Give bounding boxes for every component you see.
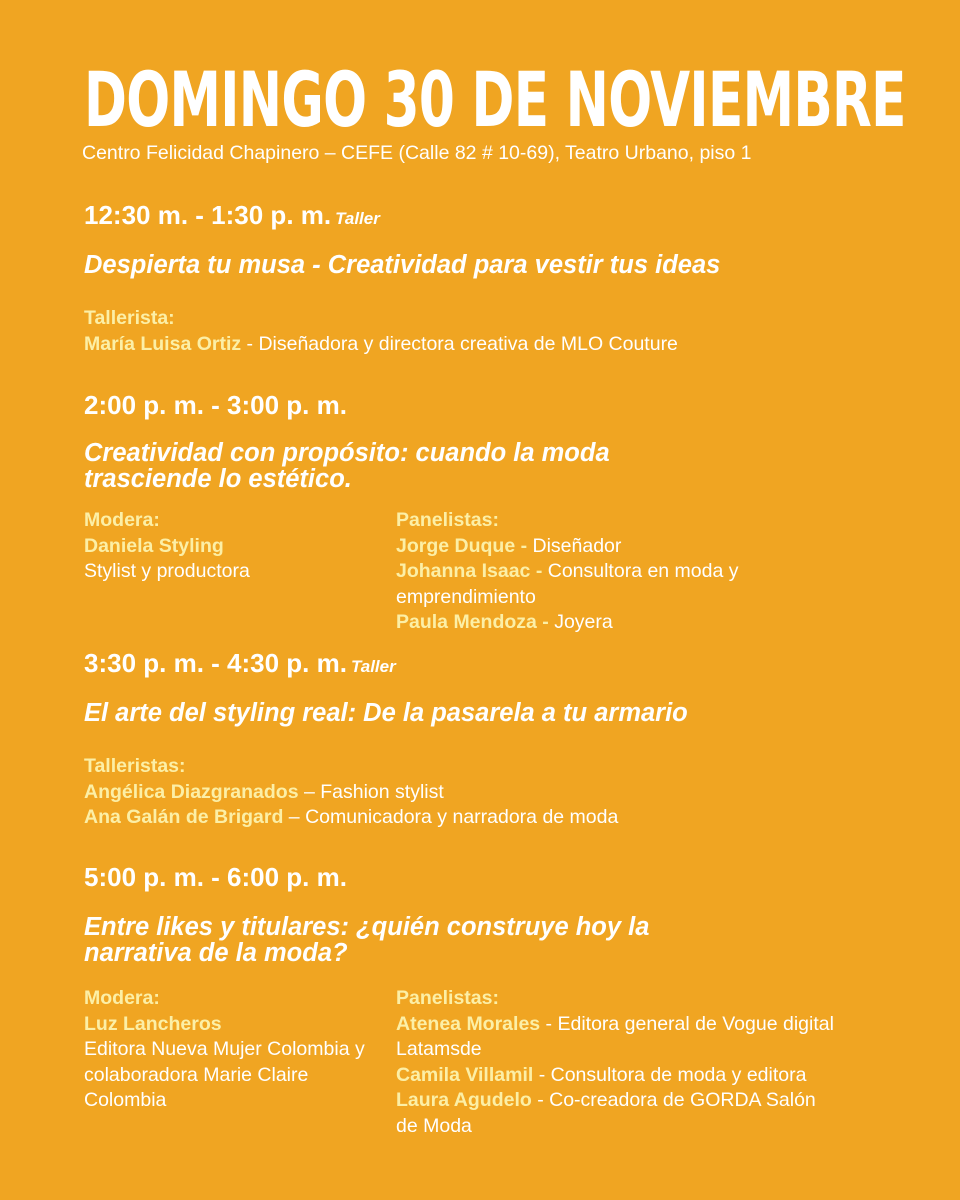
session-4-p3-desc: - Co-creadora de GORDA Salón de Moda (396, 1089, 816, 1137)
session-4-p2-desc: - Consultora de moda y editora (533, 1063, 807, 1086)
session-4-p1-desc: - Editora general de Vogue digital Latamsde (396, 1012, 834, 1060)
session-3-people (84, 754, 884, 831)
session-2-p3-desc: Joyera (554, 611, 613, 633)
session-4-p2-name: Camila Villamil (396, 1063, 534, 1086)
session-2-title: Creatividad con propósito: cuando la moda trasciende lo estético. (84, 439, 610, 493)
session-2-p2-name: Johanna Isaac - (396, 560, 548, 582)
session-3-time (84, 648, 396, 682)
session-3-p1-name: Angélica Diazgranados (84, 780, 299, 803)
session-3-p1-desc: – Fashion stylist (298, 780, 444, 803)
session-4-panelists (396, 986, 896, 1139)
session-4-moderator (84, 986, 384, 1114)
session-2-time: 2:00 p. m. - 3:00 p. m. (84, 390, 347, 420)
session-4-p3-name: Laura Agudelo (396, 1089, 532, 1111)
session-2-panelists (396, 508, 816, 636)
session-2-p2-desc: Consultora en moda y emprendimiento (396, 560, 739, 608)
session-2-mod-label: Modera: (84, 509, 160, 531)
session-1-people (84, 306, 884, 357)
session-1-title: Despierta tu musa - Creatividad para vestir tus ideas (84, 251, 721, 279)
session-2-mod-desc: Stylist y productora (84, 560, 250, 582)
session-2-p3-name: Paula Mendoza - (396, 611, 555, 633)
session-4-title: Entre likes y titulares: ¿quién construye hoy la narrativa de la moda? (84, 913, 650, 967)
session-1-role-label: Tallerista: (84, 307, 175, 329)
session-1-time (84, 200, 380, 234)
session-2-p1-name: Jorge Duque - (396, 534, 533, 557)
session-1-time-text: 12:30 m. - 1:30 p. m. (84, 200, 332, 230)
session-4-time: 5:00 p. m. - 6:00 p. m. (84, 862, 347, 892)
session-3-time-text: 3:30 p. m. - 4:30 p. m. (84, 648, 347, 678)
session-4-mod-desc: Editora Nueva Mujer Colombia y colaboradora Marie Claire Colombia (84, 1038, 365, 1111)
session-2-moderator (84, 508, 384, 585)
session-4-mod-name: Luz Lancheros (84, 1012, 222, 1035)
session-3-title: El arte del styling real: De la pasarela a tu armario (84, 699, 688, 727)
session-1-tag: Taller (335, 209, 380, 228)
session-1-person-name: María Luisa Ortiz (84, 332, 242, 355)
session-2-pan-label: Panelistas: (396, 509, 499, 531)
session-3-role-label: Talleristas: (84, 755, 186, 777)
session-2-mod-name: Daniela Styling (84, 534, 224, 557)
page-title: DOMINGO 30 DE NOVIEMBRE (84, 55, 906, 144)
session-3-tag: Taller (350, 657, 396, 676)
session-1-person-desc: - Diseñadora y directora creativa de MLO Couture (241, 332, 678, 355)
session-4-mod-label: Modera: (84, 987, 160, 1009)
session-4-pan-label: Panelistas: (396, 987, 499, 1009)
session-3-p2-name: Ana Galán de Brigard (84, 806, 284, 828)
session-4-p1-name: Atenea Morales (396, 1012, 541, 1035)
session-3-p2-desc: – Comunicadora y narradora de moda (283, 806, 619, 828)
session-2-p1-desc: Diseñador (532, 534, 622, 557)
venue-address: Centro Felicidad Chapinero – CEFE (Calle 82 # 10-69), Teatro Urbano, piso 1 (82, 142, 752, 164)
